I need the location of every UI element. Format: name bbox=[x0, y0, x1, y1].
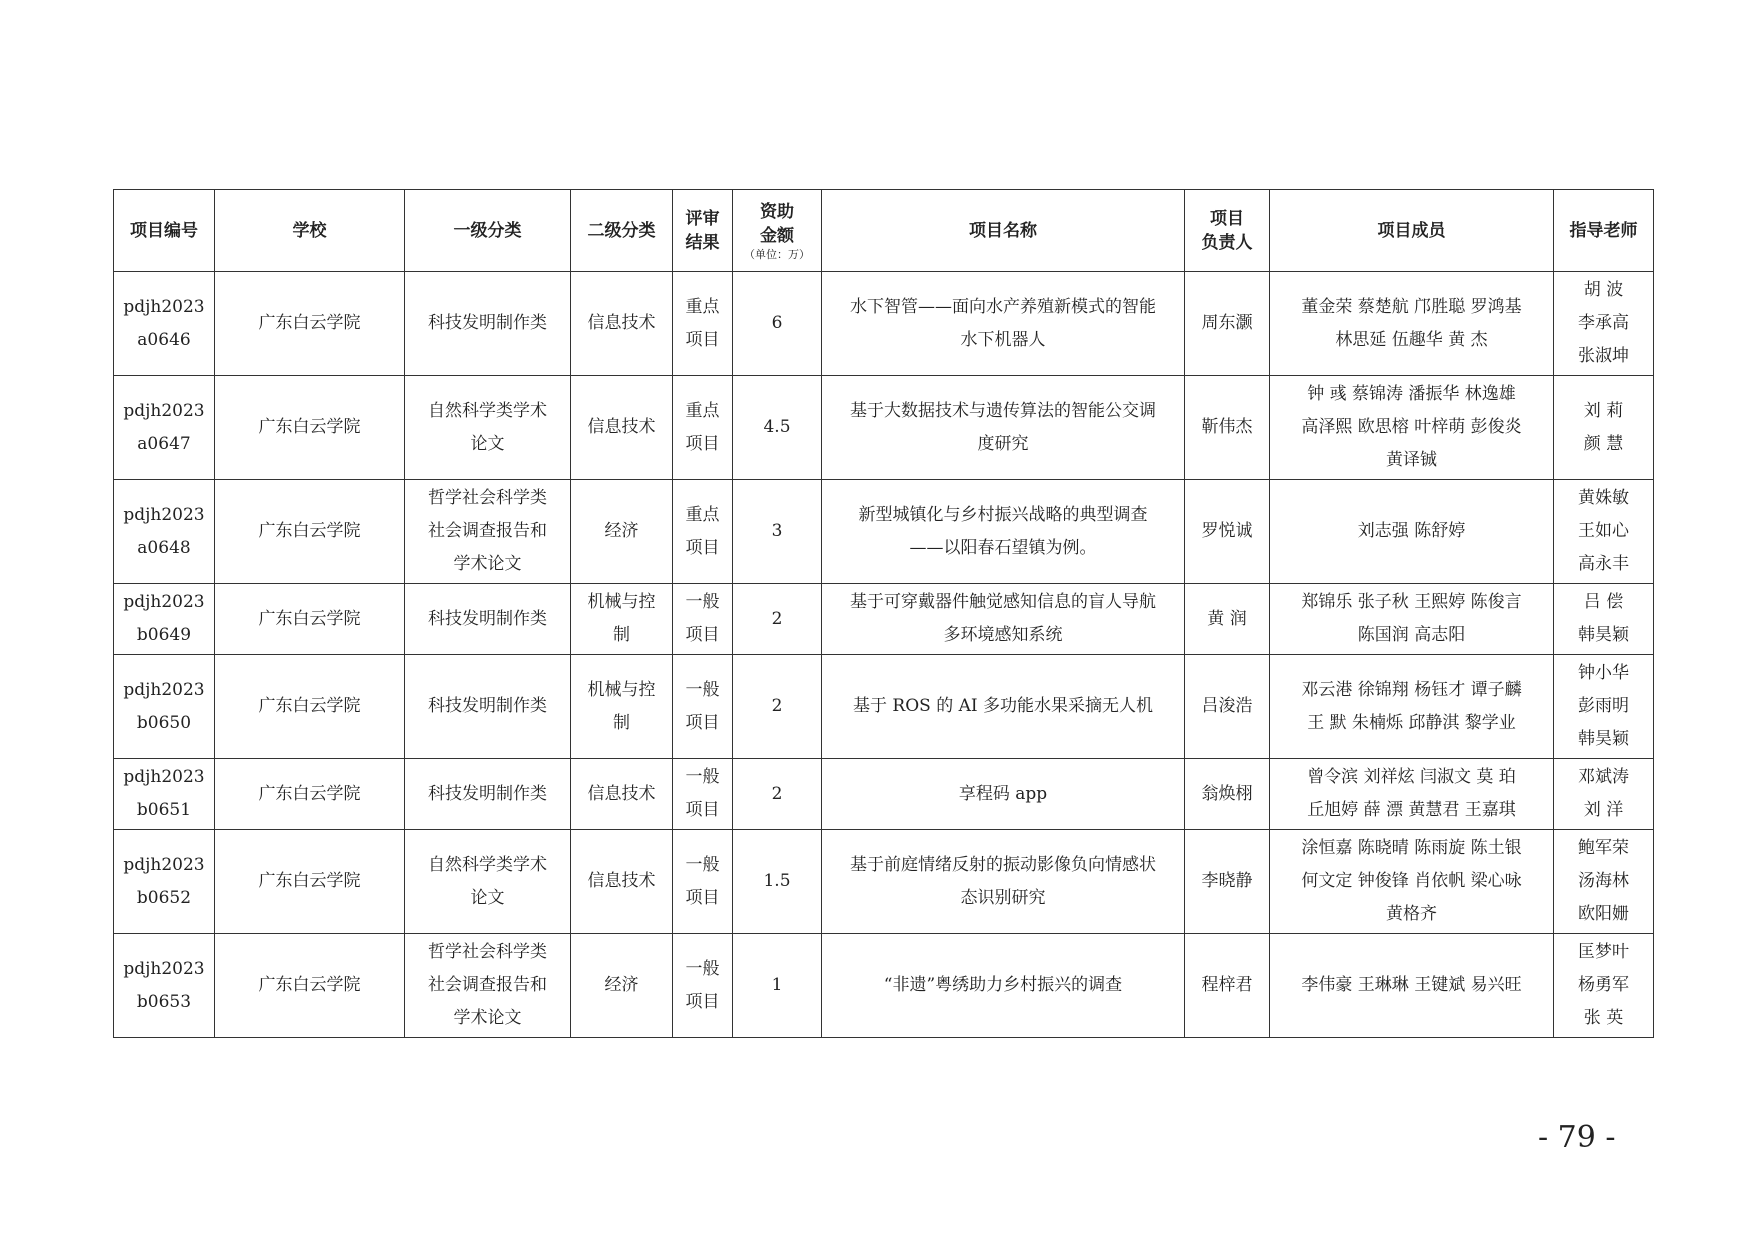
cell-category1: 科技发明制作类 bbox=[405, 584, 571, 655]
header-result: 评审 结果 bbox=[673, 190, 733, 272]
cell-result: 一般 项目 bbox=[673, 655, 733, 759]
header-leader: 项目 负责人 bbox=[1185, 190, 1270, 272]
cell-amount: 4.5 bbox=[733, 376, 822, 480]
cell-project-id: pdjh2023 a0648 bbox=[114, 480, 215, 584]
cell-category2: 信息技术 bbox=[571, 272, 673, 376]
cell-category2: 信息技术 bbox=[571, 759, 673, 830]
cell-result: 一般 项目 bbox=[673, 759, 733, 830]
cell-category2: 经济 bbox=[571, 934, 673, 1038]
cell-result: 重点 项目 bbox=[673, 272, 733, 376]
cell-category2: 机械与控 制 bbox=[571, 655, 673, 759]
cell-amount: 6 bbox=[733, 272, 822, 376]
cell-project-name: 基于前庭情绪反射的振动影像负向情感状 态识别研究 bbox=[822, 830, 1185, 934]
cell-advisors: 钟小华 彭雨明 韩昊颖 bbox=[1554, 655, 1654, 759]
cell-result: 重点 项目 bbox=[673, 480, 733, 584]
header-members: 项目成员 bbox=[1270, 190, 1554, 272]
cell-result: 一般 项目 bbox=[673, 934, 733, 1038]
cell-category1: 科技发明制作类 bbox=[405, 655, 571, 759]
header-advisors: 指导老师 bbox=[1554, 190, 1654, 272]
table-row bbox=[114, 830, 1654, 934]
header-id: 项目编号 bbox=[114, 190, 215, 272]
cell-category1: 科技发明制作类 bbox=[405, 272, 571, 376]
cell-school: 广东白云学院 bbox=[215, 759, 405, 830]
cell-project-name: “非遗”粤绣助力乡村振兴的调查 bbox=[822, 934, 1185, 1038]
cell-members: 曾令滨 刘祥炫 闫淑文 莫 珀 丘旭婷 薛 漂 黄慧君 王嘉琪 bbox=[1270, 759, 1554, 830]
table-row bbox=[114, 759, 1654, 830]
cell-leader: 周东灏 bbox=[1185, 272, 1270, 376]
cell-result: 重点 项目 bbox=[673, 376, 733, 480]
header-category2: 二级分类 bbox=[571, 190, 673, 272]
cell-category2: 机械与控 制 bbox=[571, 584, 673, 655]
cell-members: 邓云港 徐锦翔 杨钰才 谭子麟 王 默 朱楠烁 邱静淇 黎学业 bbox=[1270, 655, 1554, 759]
cell-leader: 李晓静 bbox=[1185, 830, 1270, 934]
table-row bbox=[114, 376, 1654, 480]
cell-members: 董金荣 蔡楚航 邝胜聪 罗鸿基 林思延 伍趣华 黄 杰 bbox=[1270, 272, 1554, 376]
cell-members: 涂恒嘉 陈晓晴 陈雨旋 陈土银 何文定 钟俊锋 肖依帆 梁心咏 黄格齐 bbox=[1270, 830, 1554, 934]
cell-amount: 3 bbox=[733, 480, 822, 584]
cell-school: 广东白云学院 bbox=[215, 480, 405, 584]
cell-project-name: 基于大数据技术与遗传算法的智能公交调 度研究 bbox=[822, 376, 1185, 480]
header-category1: 一级分类 bbox=[405, 190, 571, 272]
cell-advisors: 黄姝敏 王如心 高永丰 bbox=[1554, 480, 1654, 584]
header-amount-unit: （单位：万） bbox=[744, 247, 810, 261]
cell-amount: 2 bbox=[733, 655, 822, 759]
cell-project-id: pdjh2023 b0653 bbox=[114, 934, 215, 1038]
table-body bbox=[114, 272, 1654, 1038]
cell-category2: 经济 bbox=[571, 480, 673, 584]
cell-school: 广东白云学院 bbox=[215, 655, 405, 759]
cell-project-name: 新型城镇化与乡村振兴战略的典型调查 ——以阳春石望镇为例。 bbox=[822, 480, 1185, 584]
cell-school: 广东白云学院 bbox=[215, 376, 405, 480]
page-number: - 79 - bbox=[1538, 1120, 1616, 1155]
cell-advisors: 胡 波 李承高 张淑坤 bbox=[1554, 272, 1654, 376]
cell-advisors: 匡梦叶 杨勇军 张 英 bbox=[1554, 934, 1654, 1038]
cell-members: 钟 彧 蔡锦涛 潘振华 林逸雄 高泽熙 欧思榕 叶梓萌 彭俊炎 黄译铖 bbox=[1270, 376, 1554, 480]
cell-project-id: pdjh2023 a0647 bbox=[114, 376, 215, 480]
cell-project-id: pdjh2023 b0652 bbox=[114, 830, 215, 934]
table-row bbox=[114, 934, 1654, 1038]
cell-project-name: 水下智管——面向水产养殖新模式的智能 水下机器人 bbox=[822, 272, 1185, 376]
cell-category1: 自然科学类学术 论文 bbox=[405, 376, 571, 480]
cell-leader: 程梓君 bbox=[1185, 934, 1270, 1038]
cell-amount: 2 bbox=[733, 759, 822, 830]
cell-result: 一般 项目 bbox=[673, 584, 733, 655]
cell-leader: 翁焕栩 bbox=[1185, 759, 1270, 830]
cell-members: 刘志强 陈舒婷 bbox=[1270, 480, 1554, 584]
cell-members: 李伟豪 王琳琳 王键斌 易兴旺 bbox=[1270, 934, 1554, 1038]
table-row bbox=[114, 480, 1654, 584]
cell-category1: 哲学社会科学类 社会调查报告和 学术论文 bbox=[405, 480, 571, 584]
cell-amount: 1.5 bbox=[733, 830, 822, 934]
cell-advisors: 邓斌涛 刘 洋 bbox=[1554, 759, 1654, 830]
cell-leader: 黄 润 bbox=[1185, 584, 1270, 655]
header-name: 项目名称 bbox=[822, 190, 1185, 272]
cell-category1: 科技发明制作类 bbox=[405, 759, 571, 830]
project-table bbox=[113, 189, 1654, 1038]
table-row bbox=[114, 584, 1654, 655]
cell-category1: 自然科学类学术 论文 bbox=[405, 830, 571, 934]
cell-project-name: 基于 ROS 的 AI 多功能水果采摘无人机 bbox=[822, 655, 1185, 759]
header-row bbox=[114, 190, 1654, 272]
cell-category2: 信息技术 bbox=[571, 830, 673, 934]
cell-advisors: 吕 偿 韩昊颖 bbox=[1554, 584, 1654, 655]
header-amount: 资助 金额 （单位：万） bbox=[733, 190, 822, 272]
header-school: 学校 bbox=[215, 190, 405, 272]
cell-project-name: 享程码 app bbox=[822, 759, 1185, 830]
cell-leader: 靳伟杰 bbox=[1185, 376, 1270, 480]
cell-school: 广东白云学院 bbox=[215, 584, 405, 655]
cell-project-id: pdjh2023 b0651 bbox=[114, 759, 215, 830]
cell-project-name: 基于可穿戴器件触觉感知信息的盲人导航 多环境感知系统 bbox=[822, 584, 1185, 655]
cell-amount: 2 bbox=[733, 584, 822, 655]
cell-project-id: pdjh2023 b0650 bbox=[114, 655, 215, 759]
cell-leader: 吕浚浩 bbox=[1185, 655, 1270, 759]
cell-leader: 罗悦诚 bbox=[1185, 480, 1270, 584]
cell-category1: 哲学社会科学类 社会调查报告和 学术论文 bbox=[405, 934, 571, 1038]
cell-result: 一般 项目 bbox=[673, 830, 733, 934]
table-row bbox=[114, 655, 1654, 759]
cell-members: 郑锦乐 张子秋 王熙婷 陈俊言 陈国润 高志阳 bbox=[1270, 584, 1554, 655]
cell-project-id: pdjh2023 a0646 bbox=[114, 272, 215, 376]
cell-school: 广东白云学院 bbox=[215, 830, 405, 934]
cell-advisors: 鲍军荣 汤海林 欧阳姗 bbox=[1554, 830, 1654, 934]
cell-advisors: 刘 莉 颜 慧 bbox=[1554, 376, 1654, 480]
cell-school: 广东白云学院 bbox=[215, 934, 405, 1038]
cell-school: 广东白云学院 bbox=[215, 272, 405, 376]
cell-category2: 信息技术 bbox=[571, 376, 673, 480]
cell-amount: 1 bbox=[733, 934, 822, 1038]
cell-project-id: pdjh2023 b0649 bbox=[114, 584, 215, 655]
table-row bbox=[114, 272, 1654, 376]
